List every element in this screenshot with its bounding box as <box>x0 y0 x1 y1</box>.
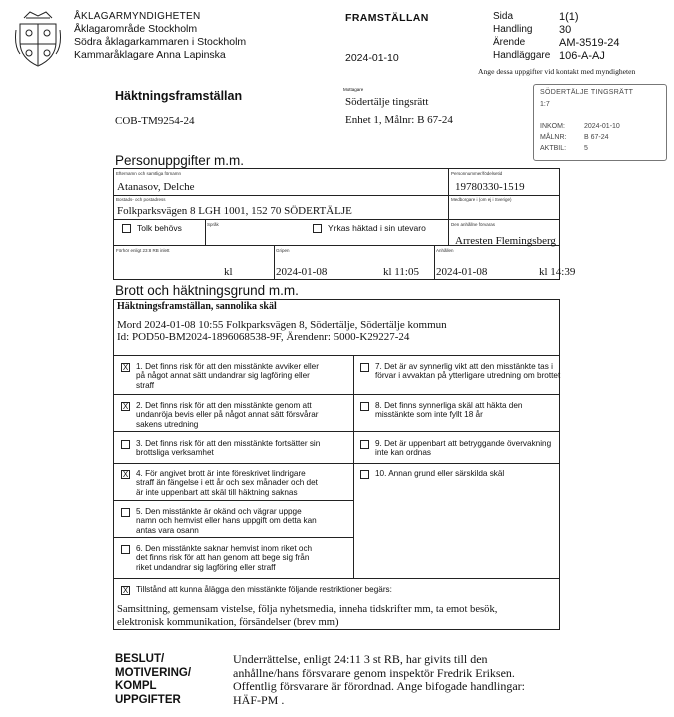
meta-value-document: 30 <box>559 24 572 36</box>
stamp-court: SÖDERTÄLJE TINGSRÄTT <box>540 89 634 96</box>
crime-section-title: Brott och häktningsgrund m.m. <box>115 283 299 298</box>
decision-label-4: UPPGIFTER <box>115 693 181 706</box>
reason-10: 10. Annan grund eller särskilda skäl <box>375 469 505 478</box>
reason-6-checkbox[interactable] <box>121 545 130 554</box>
recipient-unit: Enhet 1, Målnr: B 67-24 <box>345 114 453 126</box>
authority-office: Södra åklagarkammaren i Stockholm <box>74 36 247 48</box>
authority-name: ÅKLAGARMYNDIGHETEN <box>74 11 201 22</box>
stamp-ref: 1:7 <box>540 101 550 108</box>
reason-4-checkbox[interactable]: X <box>122 470 129 479</box>
name-value: Atanasov, Delche <box>117 181 195 193</box>
crime-box <box>113 299 560 630</box>
authority-region: Åklagarområde Stockholm <box>74 23 198 35</box>
meta-label-case: Ärende <box>493 37 526 48</box>
pnr-label: Personnummer/födelsetid <box>451 171 503 176</box>
stamp-attachment-value: 5 <box>584 145 588 152</box>
citizenship-label: Medborgare i (om ej i Sverige) <box>451 197 512 202</box>
restrictions-label: Tillstånd att kunna ålägga den misstänkte följande restriktioner begärs: <box>136 585 392 594</box>
authority-logo <box>14 10 62 70</box>
arrested-time: kl 14:39 <box>539 266 576 278</box>
reason-3-checkbox[interactable] <box>121 440 130 449</box>
reason-1: 1. Det finns risk för att den misstänkte avviker eller på något annat sätt undandrar sig lagföring eller straff <box>136 362 319 390</box>
claim-detained-checkbox[interactable] <box>313 224 322 233</box>
language-label: Språk <box>207 222 219 227</box>
interpreter-checkbox[interactable] <box>122 224 131 233</box>
interrogated-label: Förhör enligt 23:8 RB inlett <box>116 248 170 253</box>
seized-label: Gripen <box>276 248 290 253</box>
recipient: Södertälje tingsrätt <box>345 96 429 108</box>
decision-line-1: Underrättelse, enligt 24:11 3 st RB, har givits till den <box>233 652 488 666</box>
reason-2: 2. Det finns risk för att den misstänkte genom att undanröja bevis eller på något annat sätt försvårar sakens utredning <box>136 401 319 429</box>
court-stamp <box>533 84 667 161</box>
decision-line-3: Offentlig försvarare är förordnad. Ange bifogade handlingar: <box>233 679 526 694</box>
address-value: Folkparksvägen 8 LGH 1001, 152 70 SÖDERTÄLJE <box>117 205 352 217</box>
restrictions-text <box>117 603 497 629</box>
reason-8-checkbox[interactable] <box>360 402 369 411</box>
reason-1-checkbox[interactable]: X <box>122 363 129 372</box>
decision-label-2: MOTIVERING/ <box>115 666 192 679</box>
reason-10-checkbox[interactable] <box>360 470 369 479</box>
held-label: Den anhållne förvaras <box>451 222 496 227</box>
restrictions-line-1: Samsittning, gemensam vistelse, följa nyhetsmedia, inneha tidskrifter mm, ta emot besök, <box>117 604 498 615</box>
stamp-attachment-label: AKTBIL: <box>540 145 567 152</box>
meta-label-document: Handling <box>493 24 533 35</box>
reason-3: 3. Det finns risk för att den misstänkte fortsätter sin brottsliga verksamhet <box>136 439 321 458</box>
decision-line-4: HÄF-PM . <box>233 692 285 707</box>
case-id: COB-TM9254-24 <box>115 115 195 127</box>
crime-description-line-2: Id: POD50-BM2024-1896068538-9F, Ärendenr: 5000-K29227-24 <box>117 331 410 343</box>
pnr-value: 19780330-1519 <box>455 181 525 193</box>
reason-5-checkbox[interactable] <box>121 508 130 517</box>
meta-value-case: AM-3519-24 <box>559 37 620 49</box>
stamp-case-label: MÅLNR: <box>540 134 567 141</box>
name-label: Efternamn och samtliga förnamn <box>116 171 182 176</box>
reason-8: 8. Det finns synnerliga skäl att häkta den misstänkte som inte fyllt 18 år <box>375 401 523 420</box>
reason-7-checkbox[interactable] <box>360 363 369 372</box>
crime-description-line-1: Mord 2024-01-08 10:55 Folkparksvägen 8, Södertälje, Södertälje kommun <box>117 319 447 331</box>
decision-labels <box>115 653 191 707</box>
prosecutor-name: Kammaråklagare Anna Lapinska <box>74 49 226 61</box>
stamp-case-value: B 67-24 <box>584 134 609 141</box>
meta-label-page: Sida <box>493 11 514 22</box>
decision-line-2: anhållne/hans försvarare genom inspektör Fredrik Eriksen. <box>233 665 515 680</box>
reason-7: 7. Det är av synnerlig vikt att den misstänkte tas i förvar i avvaktan på ytterligare utredning om brottet <box>375 362 561 381</box>
document-heading: Häktningsframställan <box>115 89 243 103</box>
reason-2-checkbox[interactable]: X <box>122 402 129 411</box>
document-date: 2024-01-10 <box>345 52 399 64</box>
seized-time: kl 11:05 <box>383 266 419 278</box>
contact-note: Ange dessa uppgifter vid kontakt med myndigheten <box>478 67 636 76</box>
authority-block <box>74 10 246 62</box>
stamp-received-value: 2024-01-10 <box>584 123 620 130</box>
reason-4: 4. För angivet brott är inte föreskrivet lindrigare straff än fängelse i ett år och sex månader och det är inte uppenbart att skäl till häktning saknas <box>136 469 318 497</box>
reason-9: 9. Det är uppenbart att betryggande övervakning inte kan ordnas <box>375 439 552 458</box>
address-label: Bostads- och postadress <box>116 197 166 202</box>
interrogated-kl: kl <box>224 266 233 278</box>
reason-5: 5. Den misstänkte är okänd och vägrar uppge namn och hemvist eller hans uppgift om detta kan antas vara osann <box>136 507 317 535</box>
person-section-title: Personuppgifter m.m. <box>115 153 245 168</box>
held-value: Arresten Flemingsberg <box>455 235 556 247</box>
decision-label-3: KOMPL <box>115 680 157 692</box>
meta-value-handler: 106-A-AJ <box>559 50 605 62</box>
stamp-received-label: INKOM: <box>540 123 565 130</box>
arrested-label: Anhållen <box>436 248 454 253</box>
seized-date: 2024-01-08 <box>276 266 328 278</box>
document-type: FRAMSTÄLLAN <box>345 12 429 24</box>
reason-9-checkbox[interactable] <box>360 440 369 449</box>
meta-value-page: 1(1) <box>559 11 579 23</box>
restrictions-line-2: elektronisk kommunikation, försändelser (brev mm) <box>117 617 339 628</box>
decision-label-1: BESLUT/ <box>115 653 165 665</box>
crime-subheading: Häktningsframställan, sannolika skäl <box>117 301 277 312</box>
meta-label-handler: Handläggare <box>493 50 551 61</box>
decision-text <box>233 653 525 707</box>
reason-6: 6. Den misstänkte saknar hemvist inom riket och det finns risk för att han genom att bege sig från riket undandrar sig lagföring eller straff <box>136 544 313 572</box>
claim-detained-label: Yrkas häktad i sin utevaro <box>328 223 426 233</box>
arrested-date: 2024-01-08 <box>436 266 488 278</box>
restrictions-checkbox[interactable]: X <box>122 586 129 595</box>
recipient-label: Mottagare <box>343 87 364 92</box>
interpreter-label: Tolk behövs <box>137 223 182 233</box>
